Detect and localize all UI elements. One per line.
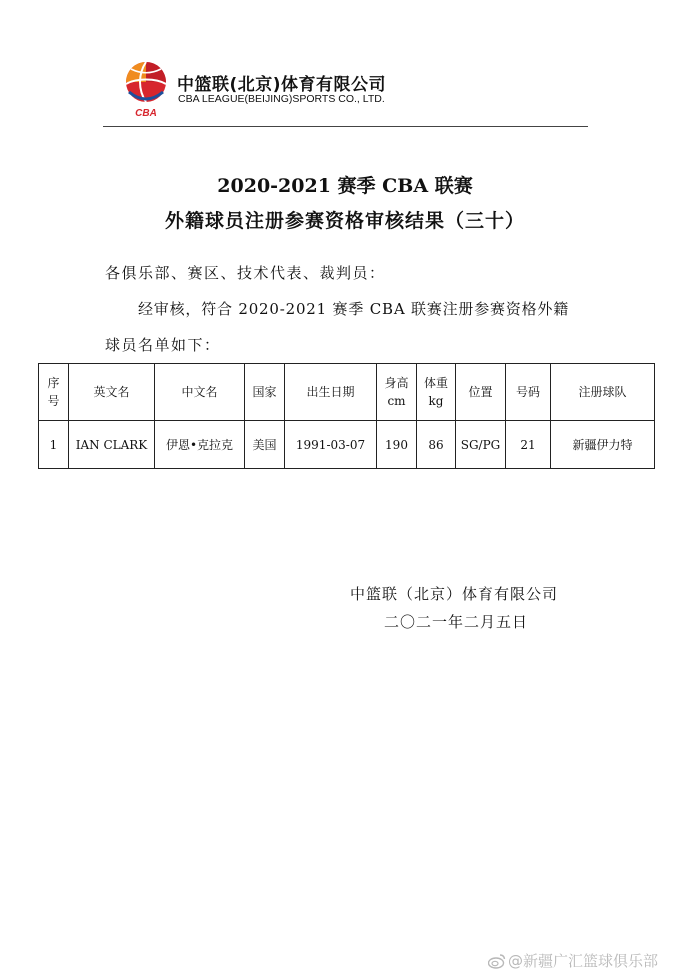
header-chinese-name: 中文名 (155, 364, 245, 421)
signature-company: 中篮联（北京）体育有限公司 (350, 585, 559, 603)
header-team: 注册球队 (551, 364, 655, 421)
weibo-icon (488, 953, 506, 969)
cell-position: SG/PG (456, 421, 506, 469)
body-paragraph-line-1: 经审核，符合 2020-2021 赛季 CBA 联赛注册参赛资格外籍 (138, 300, 570, 318)
company-name-en: CBA LEAGUE(BEIJING)SPORTS CO., LTD. (178, 93, 385, 105)
roster-table (38, 363, 655, 469)
cell-height: 190 (377, 421, 417, 469)
cell-english-name: IAN CLARK (69, 421, 155, 469)
document-title: 2020-2021 赛季 CBA 联赛 (217, 175, 473, 197)
letterhead (121, 60, 421, 120)
cell-no: 1 (39, 421, 69, 469)
header-number: 号码 (506, 364, 551, 421)
header-country: 国家 (245, 364, 285, 421)
greeting: 各俱乐部、赛区、技术代表、裁判员： (105, 264, 386, 282)
signature-date: 二〇二一年二月五日 (384, 613, 529, 631)
table-header-row (39, 364, 655, 421)
cell-birth-date: 1991-03-07 (285, 421, 377, 469)
watermark-text: @新疆广汇篮球俱乐部 (508, 952, 659, 970)
body-paragraph-line-2: 球员名单如下： (105, 336, 221, 354)
header-weight: 体重 kg (417, 364, 456, 421)
logo-text: CBA (135, 108, 157, 118)
cell-country: 美国 (245, 421, 285, 469)
header-no: 序 号 (39, 364, 69, 421)
table-row (39, 421, 655, 469)
header-position: 位置 (456, 364, 506, 421)
cell-chinese-name: 伊恩•克拉克 (155, 421, 245, 469)
cell-team: 新疆伊力特 (551, 421, 655, 469)
cell-weight: 86 (417, 421, 456, 469)
header-birth-date: 出生日期 (285, 364, 377, 421)
cell-number: 21 (506, 421, 551, 469)
watermark (488, 950, 658, 971)
header-english-name: 英文名 (69, 364, 155, 421)
document-subtitle: 外籍球员注册参赛资格审核结果（三十） (164, 210, 525, 232)
header-height: 身高 cm (377, 364, 417, 421)
header-divider (103, 126, 588, 127)
company-name-cn: 中篮联(北京)体育有限公司 (177, 75, 387, 95)
cba-logo-icon (121, 60, 171, 118)
